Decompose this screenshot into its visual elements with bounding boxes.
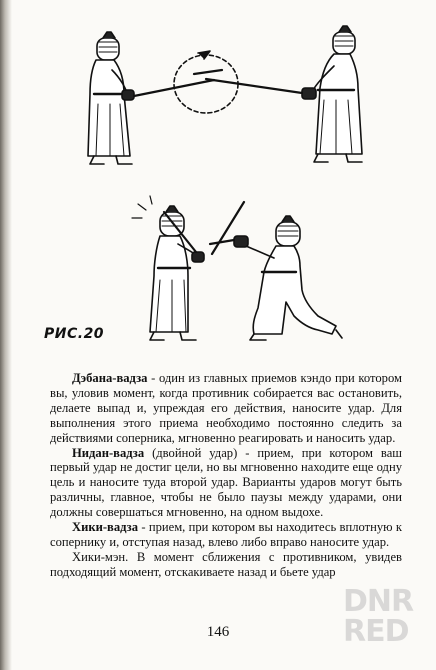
term-debana-waza: Дэбана-вадза [72,371,148,385]
watermark-line-1: DNR [343,584,414,619]
fighter-bottom-left [132,196,204,340]
watermark-line-2: RED [343,614,409,649]
figure-label: РИС.20 [44,326,105,342]
paragraph-text: Хики-мэн. В момент сближения с противником, увидев подходящий момент, отскакиваете назад и бьете удар [50,549,402,579]
paragraph-text: (двойной удар) - прием, при котором ваш первый удар не достиг цели, но вы мгновенно находите еще одну цель и наносите туда второй удар. Варианты ударов могут быть различны, главное, чтобы не было паузы между ударами, они должны совершаться мгновенно, на одном выдохе. [50,445,402,520]
term-nidan-waza: Нидан-вадза [72,445,145,460]
term-hiki-waza: Хики-вадза [72,520,139,535]
page-number: 146 [206,624,230,640]
paragraph-text: - прием, при котором вы находитесь вплотную к сопернику и, отступая назад, влево либо вправо наносите удар. [50,520,402,549]
motion-circle [174,55,238,113]
fighter-top-left [88,32,214,164]
fighter-top-right [206,26,362,162]
fighter-bottom-right [210,216,342,340]
body-text [50,371,402,580]
paragraph-text: - один из главных приемов кэндо при котором вы, уловив момент, когда противник собирается вас остановить, делаете выпад и, упреждая его действия, наносите удар. Для выполнения этого приема необходимо постоянно следить за действиями соперника, мгновенно реагировать и наносить удар. [50,371,402,445]
paragraph-debana-waza [50,371,402,446]
paragraph-hiki-men [50,550,402,580]
watermark-logo [343,584,419,653]
paragraph-nidan-waza [50,446,402,521]
paragraph-hiki-waza [50,520,402,550]
